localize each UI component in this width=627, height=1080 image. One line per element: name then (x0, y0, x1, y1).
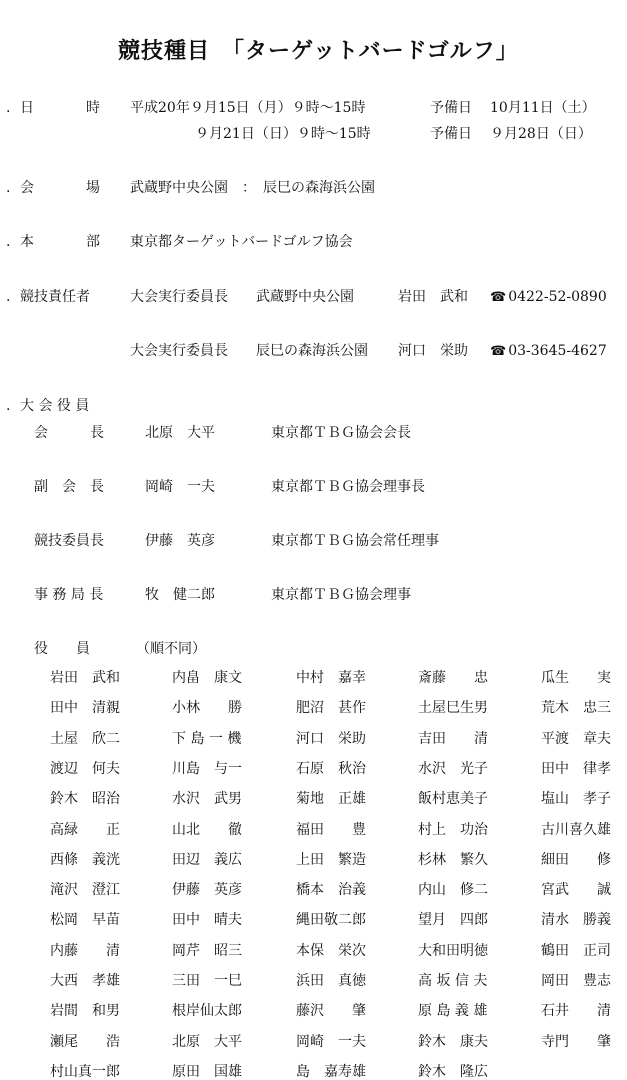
member-name: 土屋 欣二 (50, 731, 120, 747)
member-name: 川島 与一 (172, 761, 242, 777)
responsible-place: 武蔵野中央公園 (256, 289, 354, 305)
member-name: 岡崎 一夫 (296, 1034, 366, 1050)
member-name: 山北 徹 (172, 822, 242, 838)
officer-title: 副 会 長 (34, 479, 104, 495)
date-line-1: 平成20年９月15日（月）９時～15時 (130, 100, 366, 116)
date-line-2: ９月21日（日）９時～15時 (195, 126, 371, 142)
member-name: 荒木 忠三 (541, 700, 611, 716)
officer-title: 競技委員長 (34, 533, 104, 549)
member-name: 田中 律孝 (541, 761, 611, 777)
officer-title: 事 務 局 長 (34, 587, 104, 603)
member-name: 菊地 正雄 (296, 791, 366, 807)
officer-name: 牧 健二郎 (145, 587, 215, 603)
member-name: 田中 晴夫 (172, 912, 242, 928)
member-name: 鶴田 正司 (541, 943, 611, 959)
officer-title: 会 長 (34, 425, 104, 441)
reserve-date-1: 10月11日（土） (490, 100, 596, 116)
member-name: 村上 功治 (418, 822, 488, 838)
section-bullet: . (6, 289, 11, 305)
member-name: 岡芹 昭三 (172, 943, 242, 959)
member-name: 内山 修二 (418, 882, 488, 898)
member-name: 飯村恵美子 (418, 791, 488, 807)
member-name: 上田 繁造 (296, 852, 366, 868)
member-name: 福田 豊 (296, 822, 366, 838)
member-name: 鈴木 昭治 (50, 791, 120, 807)
responsible-role: 大会実行委員長 (130, 343, 228, 359)
venue-label-1: 会 (20, 180, 34, 196)
member-name: 渡辺 何夫 (50, 761, 120, 777)
member-name: 本保 栄次 (296, 943, 366, 959)
venue-value: 武蔵野中央公園 ： 辰巳の森海浜公園 (130, 180, 375, 196)
member-name: 斎藤 忠 (418, 670, 488, 686)
member-name: 石原 秋治 (296, 761, 366, 777)
member-name: 田辺 義広 (172, 852, 242, 868)
member-name: 松岡 早苗 (50, 912, 120, 928)
officer-org: 東京都ＴＢＧ協会理事 (271, 587, 411, 603)
responsible-phone: ☎ 0422-52-0890 (490, 289, 607, 306)
member-name: 望月 四郎 (418, 912, 488, 928)
member-name: 肥沼 甚作 (296, 700, 366, 716)
hq-label-2: 部 (86, 234, 100, 250)
member-name: 大西 孝雄 (50, 973, 120, 989)
member-name: 水沢 武男 (172, 791, 242, 807)
member-name: 伊藤 英彦 (172, 882, 242, 898)
member-name: 内藤 清 (50, 943, 120, 959)
member-name: 鈴木 康夫 (418, 1034, 488, 1050)
member-name: 古川喜久雄 (541, 822, 611, 838)
member-name: 水沢 光子 (418, 761, 488, 777)
member-name: 田中 清親 (50, 700, 120, 716)
section-bullet: . (6, 180, 11, 196)
responsible-label: 競技責任者 (20, 289, 90, 305)
member-name: 縄田敬二郎 (296, 912, 366, 928)
member-name: 島 嘉寿雄 (296, 1064, 366, 1080)
date-label-1: 日 (20, 100, 34, 116)
section-bullet: . (6, 398, 11, 414)
responsible-name: 岩田 武和 (398, 289, 468, 305)
member-name: 高 坂 信 夫 (418, 973, 488, 989)
member-name: 塩山 孝子 (541, 791, 611, 807)
section-bullet: . (6, 234, 11, 250)
member-name: 三田 一巳 (172, 973, 242, 989)
member-name: 滝沢 澄江 (50, 882, 120, 898)
members-note: （順不同） (136, 641, 206, 657)
member-name: 岩田 武和 (50, 670, 120, 686)
member-name: 吉田 清 (418, 731, 488, 747)
member-name: 藤沢 肇 (296, 1003, 366, 1019)
member-name: 石井 清 (541, 1003, 611, 1019)
officer-org: 東京都ＴＢＧ協会会長 (271, 425, 411, 441)
officer-org: 東京都ＴＢＧ協会常任理事 (271, 533, 439, 549)
member-name: 内畠 康文 (172, 670, 242, 686)
officers-heading: 大 会 役 員 (20, 398, 90, 414)
reserve-label-2: 予備日 (430, 126, 472, 142)
member-name: 浜田 真徳 (296, 973, 366, 989)
member-name: 橋本 治義 (296, 882, 366, 898)
hq-value: 東京都ターゲットバードゴルフ協会 (130, 234, 353, 250)
member-name: 村山真一郎 (50, 1064, 120, 1080)
officer-name: 北原 大平 (145, 425, 215, 441)
member-name: 中村 嘉幸 (296, 670, 366, 686)
member-name: 西條 義洸 (50, 852, 120, 868)
date-label-2: 時 (86, 100, 100, 116)
member-name: 根岸仙太郎 (172, 1003, 242, 1019)
member-name: 岩間 和男 (50, 1003, 120, 1019)
member-name: 土屋巳生男 (418, 700, 488, 716)
member-name: 原 島 義 雄 (418, 1003, 488, 1019)
member-name: 鈴木 隆広 (418, 1064, 488, 1080)
responsible-place: 辰巳の森海浜公園 (256, 343, 368, 359)
responsible-role: 大会実行委員長 (130, 289, 228, 305)
reserve-date-2: ９月28日（日） (490, 126, 592, 142)
member-name: 高緑 正 (50, 822, 120, 838)
responsible-name: 河口 栄助 (398, 343, 468, 359)
reserve-label-1: 予備日 (430, 100, 472, 116)
venue-label-2: 場 (86, 180, 100, 196)
member-name: 瓜生 実 (541, 670, 611, 686)
member-name: 細田 修 (541, 852, 611, 868)
member-name: 下 島 一 機 (172, 731, 242, 747)
page-title: 競技種目 「ターゲットバードゴルフ」 (118, 38, 519, 64)
officer-name: 伊藤 英彦 (145, 533, 215, 549)
member-name: 寺門 肇 (541, 1034, 611, 1050)
member-name: 杉林 繁久 (418, 852, 488, 868)
member-name: 宮武 誠 (541, 882, 611, 898)
section-bullet: . (6, 100, 11, 116)
member-name: 瀬尾 浩 (50, 1034, 120, 1050)
members-heading: 役 員 (34, 641, 90, 657)
member-name: 岡田 豊志 (541, 973, 611, 989)
hq-label-1: 本 (20, 234, 34, 250)
member-name: 清水 勝義 (541, 912, 611, 928)
responsible-phone: ☎ 03-3645-4627 (490, 343, 607, 360)
member-name: 河口 栄助 (296, 731, 366, 747)
member-name: 平渡 章夫 (541, 731, 611, 747)
member-name: 小林 勝 (172, 700, 242, 716)
member-name: 大和田明徳 (418, 943, 488, 959)
officer-name: 岡崎 一夫 (145, 479, 215, 495)
member-name: 原田 国雄 (172, 1064, 242, 1080)
officer-org: 東京都ＴＢＧ協会理事長 (271, 479, 425, 495)
member-name: 北原 大平 (172, 1034, 242, 1050)
